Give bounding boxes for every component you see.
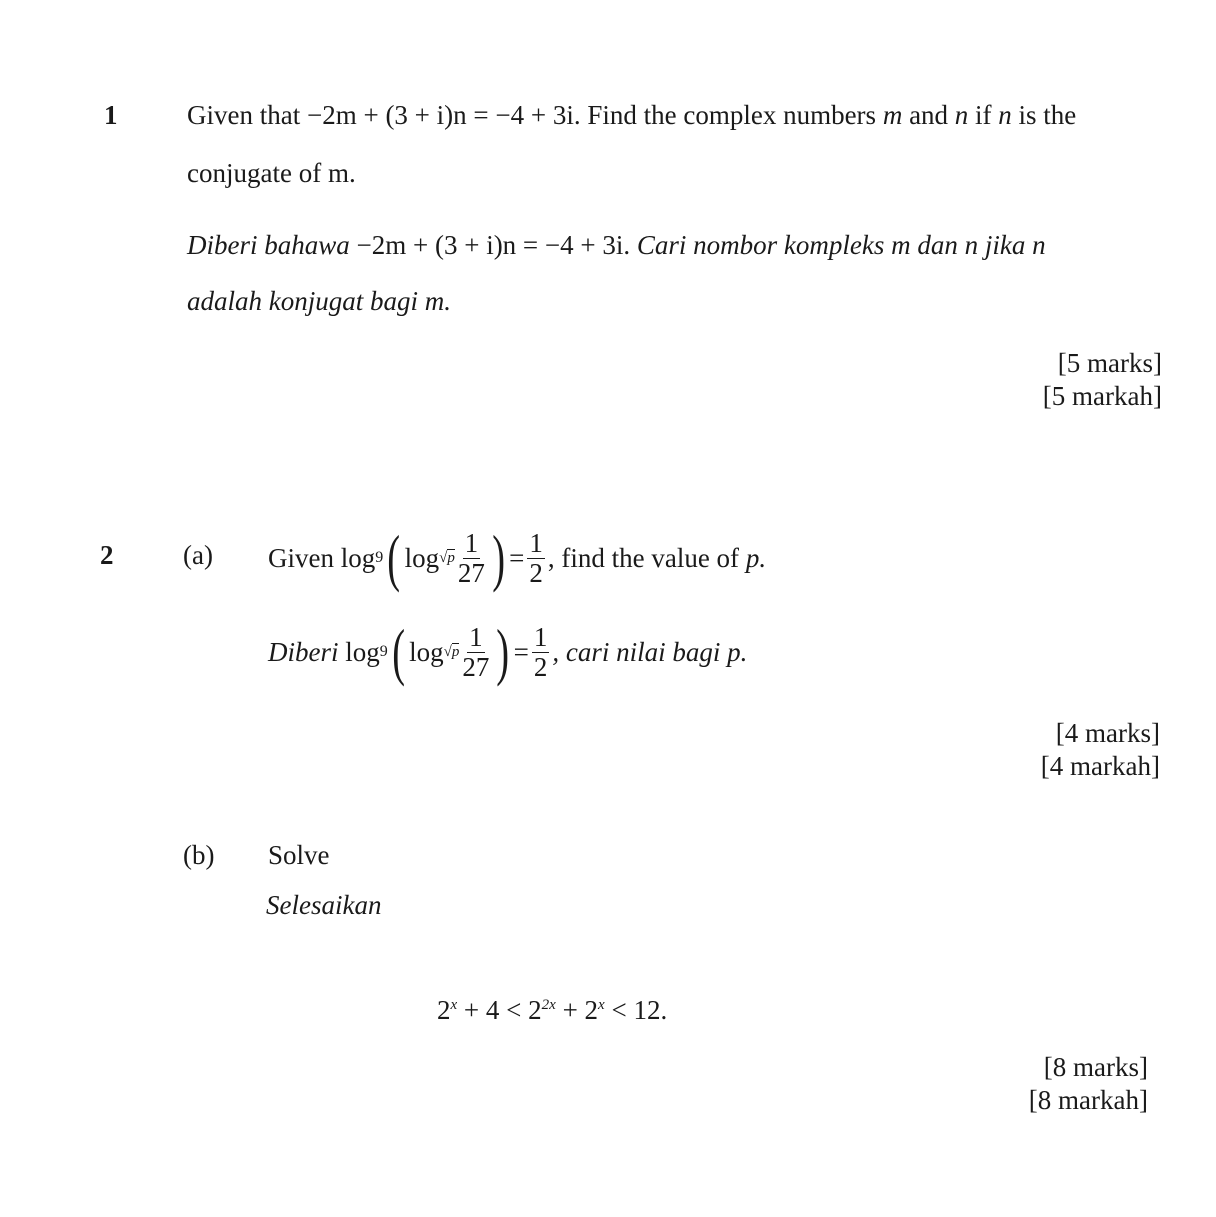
q2a-ms-suffix: , cari nilai bagi: [552, 636, 721, 667]
q2b-marks-en: [8 marks]: [1043, 1052, 1148, 1082]
ineq-part: + 2: [555, 995, 599, 1025]
q2a-label: (a): [183, 540, 213, 570]
log-base: 9: [375, 549, 384, 566]
denominator: 27: [462, 651, 490, 682]
fraction-1-27: [462, 623, 489, 681]
equals: =: [509, 542, 525, 573]
var-n: n: [964, 230, 979, 260]
q1-equation: −2m + (3 + i)n = −4 + 3i.: [306, 100, 581, 130]
question-2-number: 2: [100, 540, 114, 570]
sqrt-p: √p: [443, 643, 460, 660]
var-m: m: [882, 100, 903, 130]
denominator: 2: [529, 557, 543, 588]
p: p: [447, 549, 455, 566]
var-n: n: [1032, 230, 1046, 260]
ineq-part: 2: [437, 995, 451, 1025]
log: log: [409, 636, 444, 667]
denominator: 27: [457, 557, 485, 588]
fraction-1-27: [458, 529, 485, 587]
q2a-diberi: Diberi: [268, 636, 339, 667]
q2b-label: (b): [183, 840, 215, 870]
equals: =: [513, 636, 529, 667]
q1-equation-ms: −2m + (3 + i)n = −4 + 3i.: [356, 230, 631, 260]
ineq-part: + 4 < 2: [457, 995, 542, 1025]
log: log: [340, 542, 376, 573]
var-p: p.: [727, 636, 748, 667]
var-p: p.: [745, 542, 767, 573]
left-paren: (: [392, 616, 405, 687]
exponent: x: [450, 997, 458, 1013]
log-base: 9: [379, 643, 388, 660]
q1-ms-prefix: Diberi bahawa: [187, 230, 350, 260]
numerator: 1: [533, 622, 548, 653]
numerator: 1: [469, 622, 483, 653]
q2b-inequality: [437, 995, 667, 1026]
numerator: 1: [464, 528, 479, 559]
question-1-line2-ms: adalah konjugat bagi m.: [187, 286, 451, 316]
p: p: [451, 643, 460, 660]
question-1-text-ms: [187, 230, 1046, 261]
q2a-text-en: [268, 518, 766, 598]
sqrt-p: √p: [439, 549, 455, 566]
q2a-given: Given: [268, 542, 334, 573]
var-n: n: [954, 100, 969, 130]
question-1-text-en: [187, 100, 1076, 131]
exponent: x: [598, 997, 605, 1013]
q2a-suffix: , find the value of: [547, 542, 740, 573]
q1-jika: jika: [984, 230, 1026, 260]
var-n: n: [998, 100, 1012, 130]
q1-given-that: Given that: [187, 100, 301, 130]
right-paren: ): [496, 616, 510, 687]
q2a-text-ms: [268, 612, 747, 692]
var-m: m: [891, 230, 911, 260]
exponent: 2x: [541, 997, 556, 1013]
q2b-solve: Solve: [268, 840, 330, 870]
q1-marks-ms: [5 markah]: [1042, 381, 1162, 411]
right-paren: ): [492, 522, 505, 593]
left-paren: (: [387, 522, 401, 593]
q1-if: if: [975, 100, 992, 130]
q2b-marks-ms: [8 markah]: [1028, 1085, 1148, 1115]
log: log: [345, 636, 380, 667]
log: log: [404, 542, 440, 573]
question-1-number: 1: [104, 100, 118, 130]
fraction-1-2: [532, 623, 550, 681]
denominator: 2: [533, 651, 548, 682]
q1-dan: dan: [917, 230, 958, 260]
fraction-1-2: [527, 529, 545, 587]
q2a-marks-en: [4 marks]: [1055, 718, 1160, 748]
q1-is-the: is the: [1018, 100, 1077, 130]
ineq-part: < 12.: [604, 995, 668, 1025]
q1-ms-text: Cari nombor kompleks: [636, 230, 885, 260]
q2b-selesaikan: Selesaikan: [266, 890, 382, 920]
q2a-marks-ms: [4 markah]: [1040, 751, 1160, 781]
question-1-line2-en: conjugate of m.: [187, 158, 356, 188]
q1-marks-en: [5 marks]: [1057, 348, 1162, 378]
numerator: 1: [529, 528, 543, 559]
q1-text: Find the complex numbers: [587, 100, 877, 130]
q1-and: and: [909, 100, 949, 130]
